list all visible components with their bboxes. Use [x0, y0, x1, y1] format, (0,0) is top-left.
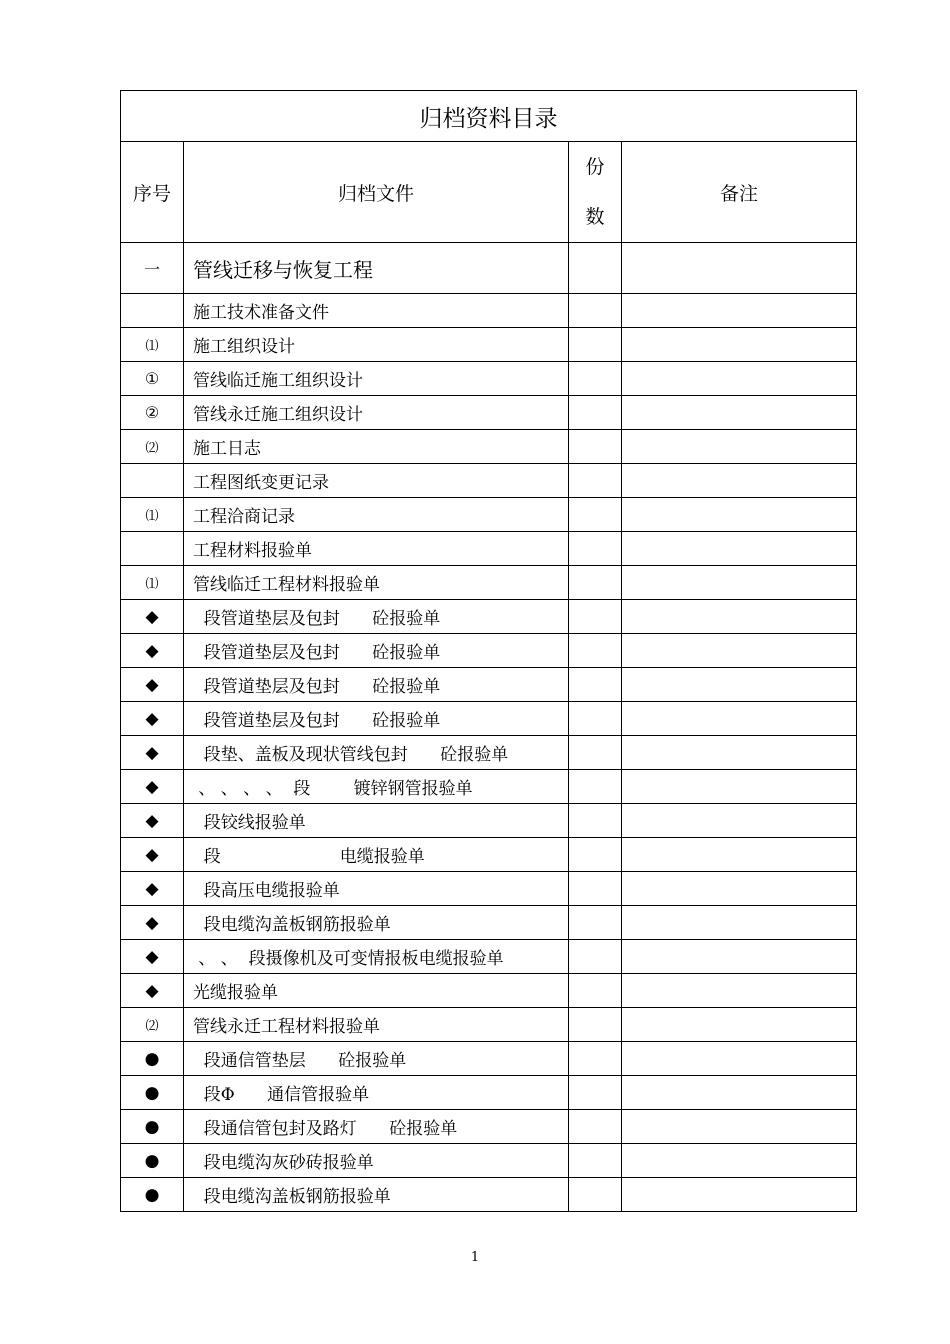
row-number	[121, 532, 184, 566]
row-number: ◆	[121, 804, 184, 838]
row-remark-cell	[622, 294, 857, 328]
row-number: ◆	[121, 974, 184, 1008]
row-number: ◆	[121, 634, 184, 668]
row-number: ①	[121, 362, 184, 396]
table-row	[121, 464, 857, 498]
row-copies-cell	[569, 736, 622, 770]
row-copies-cell	[569, 702, 622, 736]
row-copies-cell	[569, 1042, 622, 1076]
row-remark-cell	[622, 498, 857, 532]
row-file-name: 管线临迁工程材料报验单	[184, 566, 569, 600]
row-number: ⑴	[121, 498, 184, 532]
row-remark-cell	[622, 464, 857, 498]
row-copies-cell	[569, 804, 622, 838]
row-number: ⑴	[121, 328, 184, 362]
row-remark-cell	[622, 396, 857, 430]
row-number: ◆	[121, 838, 184, 872]
row-file-name: 段电缆沟盖板钢筋报验单	[184, 1178, 569, 1212]
row-file-name: 段 电缆报验单	[184, 838, 569, 872]
row-number	[121, 464, 184, 498]
row-remark-cell	[622, 804, 857, 838]
row-copies-cell	[569, 532, 622, 566]
table-row	[121, 668, 857, 702]
row-remark-cell	[622, 1042, 857, 1076]
table-row	[121, 362, 857, 396]
row-remark-cell	[622, 362, 857, 396]
table-row	[121, 634, 857, 668]
row-remark-cell	[622, 634, 857, 668]
table-row	[121, 600, 857, 634]
row-remark-cell	[622, 1178, 857, 1212]
header-no: 序号	[121, 142, 184, 243]
row-file-name: 段高压电缆报验单	[184, 872, 569, 906]
row-copies-cell	[569, 464, 622, 498]
row-file-name: 光缆报验单	[184, 974, 569, 1008]
row-remark-cell	[622, 770, 857, 804]
table-row	[121, 770, 857, 804]
row-copies-cell	[569, 362, 622, 396]
row-file-name: 、 、 段摄像机及可变情报板电缆报验单	[184, 940, 569, 974]
table-row	[121, 498, 857, 532]
row-file-name: 段通信管垫层 砼报验单	[184, 1042, 569, 1076]
row-remark-cell	[622, 940, 857, 974]
row-copies-cell	[569, 1144, 622, 1178]
table-row	[121, 736, 857, 770]
table-row	[121, 396, 857, 430]
row-copies-cell	[569, 566, 622, 600]
table-row	[121, 940, 857, 974]
row-number: ◆	[121, 668, 184, 702]
row-file-name: 施工日志	[184, 430, 569, 464]
row-copies-cell	[569, 634, 622, 668]
table-row	[121, 702, 857, 736]
row-remark-cell	[622, 1076, 857, 1110]
row-number: ●	[121, 1076, 184, 1110]
header-copies	[569, 142, 622, 243]
row-copies-cell	[569, 498, 622, 532]
row-copies-cell	[569, 430, 622, 464]
row-file-name: 施工技术准备文件	[184, 294, 569, 328]
row-copies-cell	[569, 328, 622, 362]
row-copies-cell	[569, 940, 622, 974]
row-remark-cell	[622, 328, 857, 362]
table-row	[121, 1008, 857, 1042]
header-copies-line2: 数	[585, 206, 605, 228]
row-file-name: 施工组织设计	[184, 328, 569, 362]
row-number: ⑵	[121, 1008, 184, 1042]
table-row	[121, 906, 857, 940]
row-remark-cell	[622, 872, 857, 906]
row-number: ●	[121, 1178, 184, 1212]
table-row	[121, 243, 857, 294]
row-file-name: 段管道垫层及包封 砼报验单	[184, 634, 569, 668]
row-number: ⑵	[121, 430, 184, 464]
row-copies-cell	[569, 1110, 622, 1144]
row-file-name: 段Φ 通信管报验单	[184, 1076, 569, 1110]
row-remark-cell	[622, 532, 857, 566]
row-file-name: 工程材料报验单	[184, 532, 569, 566]
table-row	[121, 1110, 857, 1144]
table-row	[121, 566, 857, 600]
header-remark: 备注	[622, 142, 857, 243]
row-copies-cell	[569, 974, 622, 1008]
row-copies-cell	[569, 838, 622, 872]
row-file-name: 段管道垫层及包封 砼报验单	[184, 668, 569, 702]
row-copies-cell	[569, 906, 622, 940]
page-number: 1	[470, 1250, 480, 1265]
row-copies-cell	[569, 243, 622, 294]
row-file-name: 、 、 、 、 段 镀锌钢管报验单	[184, 770, 569, 804]
row-remark-cell	[622, 430, 857, 464]
row-copies-cell	[569, 600, 622, 634]
row-copies-cell	[569, 872, 622, 906]
table-row	[121, 804, 857, 838]
row-file-name: 管线永迁施工组织设计	[184, 396, 569, 430]
row-file-name: 管线临迁施工组织设计	[184, 362, 569, 396]
row-number: ②	[121, 396, 184, 430]
row-number: ●	[121, 1110, 184, 1144]
row-number: ◆	[121, 940, 184, 974]
table-row	[121, 1144, 857, 1178]
row-remark-cell	[622, 668, 857, 702]
row-copies-cell	[569, 294, 622, 328]
table-row	[121, 328, 857, 362]
table-row	[121, 838, 857, 872]
archive-catalog-table	[120, 90, 857, 1212]
header-file: 归档文件	[184, 142, 569, 243]
row-file-name: 段铰线报验单	[184, 804, 569, 838]
row-number: ◆	[121, 906, 184, 940]
table-row	[121, 872, 857, 906]
row-file-name: 段垫、盖板及现状管线包封 砼报验单	[184, 736, 569, 770]
row-copies-cell	[569, 1178, 622, 1212]
header-copies-line1: 份	[585, 156, 605, 178]
row-file-name: 段电缆沟灰砂砖报验单	[184, 1144, 569, 1178]
row-remark-cell	[622, 566, 857, 600]
table-row	[121, 532, 857, 566]
row-number: ◆	[121, 872, 184, 906]
row-number: 一	[121, 243, 184, 294]
row-number: ●	[121, 1144, 184, 1178]
row-file-name: 段管道垫层及包封 砼报验单	[184, 600, 569, 634]
row-number: ⑴	[121, 566, 184, 600]
table-row	[121, 1178, 857, 1212]
row-file-name: 段管道垫层及包封 砼报验单	[184, 702, 569, 736]
document-title: 归档资料目录	[121, 91, 857, 142]
row-copies-cell	[569, 770, 622, 804]
table-row	[121, 294, 857, 328]
row-file-name: 管线迁移与恢复工程	[184, 243, 569, 294]
row-remark-cell	[622, 600, 857, 634]
row-number: ●	[121, 1042, 184, 1076]
title-row	[121, 91, 857, 142]
table-row	[121, 974, 857, 1008]
row-copies-cell	[569, 668, 622, 702]
row-number: ◆	[121, 736, 184, 770]
row-file-name: 段通信管包封及路灯 砼报验单	[184, 1110, 569, 1144]
row-number: ◆	[121, 600, 184, 634]
row-remark-cell	[622, 974, 857, 1008]
row-number	[121, 294, 184, 328]
table-row	[121, 430, 857, 464]
row-file-name: 工程图纸变更记录	[184, 464, 569, 498]
row-remark-cell	[622, 1008, 857, 1042]
row-number: ◆	[121, 702, 184, 736]
row-number: ◆	[121, 770, 184, 804]
row-copies-cell	[569, 1076, 622, 1110]
row-remark-cell	[622, 838, 857, 872]
table-row	[121, 1042, 857, 1076]
row-file-name: 工程洽商记录	[184, 498, 569, 532]
row-remark-cell	[622, 906, 857, 940]
row-remark-cell	[622, 1110, 857, 1144]
row-remark-cell	[622, 702, 857, 736]
row-remark-cell	[622, 243, 857, 294]
row-file-name: 段电缆沟盖板钢筋报验单	[184, 906, 569, 940]
row-copies-cell	[569, 1008, 622, 1042]
row-remark-cell	[622, 1144, 857, 1178]
header-row	[121, 142, 857, 243]
row-copies-cell	[569, 396, 622, 430]
row-remark-cell	[622, 736, 857, 770]
table-row	[121, 1076, 857, 1110]
row-file-name: 管线永迁工程材料报验单	[184, 1008, 569, 1042]
